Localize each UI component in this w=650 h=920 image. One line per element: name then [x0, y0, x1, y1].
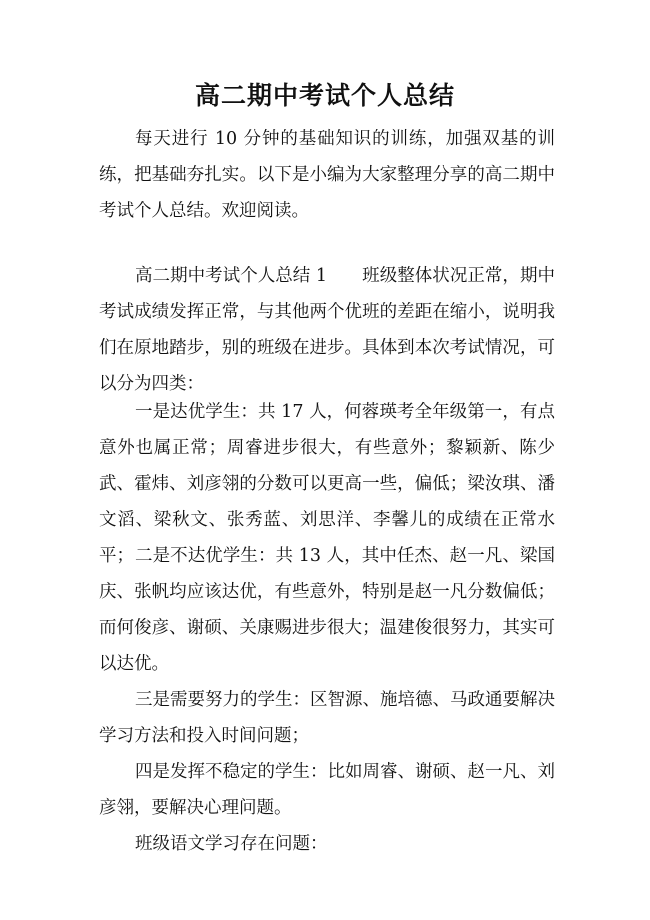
category-4-paragraph: 四是发挥不稳定的学生：比如周睿、谢硕、赵一凡、刘彦翎，要解决心理问题。	[99, 762, 555, 818]
page-title: 高二期中考试个人总结	[194, 81, 455, 110]
section-2-heading: 班级语文学习存在问题：	[135, 834, 328, 854]
category-2-paragraph: 二是不达优学生：共 13 人，其中任杰、赵一凡、梁国庆、张帆均应该达优，有些意外，特别是赵一凡分数偏低；而何俊彦、谢硕、关康赐进步很大；温建俊很努力，其实可以达优。	[99, 546, 555, 674]
section-1-paragraph: 高二期中考试个人总结 1 班级整体状况正常，期中考试成绩发挥正常，与其他两个优班的差距在缩小，说明我们在原地踏步，别的班级在进步。具体到本次考试情况，可以分为四类：	[99, 266, 555, 394]
category-3-paragraph: 三是需要努力的学生：区智源、施培德、马政通要解决学习方法和投入时间问题；	[99, 690, 555, 746]
category-1-paragraph: 一是达优学生：共 17 人，何蓉瑛考全年级第一，有点意外也属正常；周睿进步很大，有些意外；黎颖新、陈少武、霍炜、刘彦翎的分数可以更高一些，偏低；梁汝琪、潘文滔、梁秋文、张秀蓝、刘思洋、李馨儿的成绩在正常水平；	[99, 402, 555, 566]
intro-paragraph: 每天进行 10 分钟的基础知识的训练，加强双基的训练，把基础夯扎实。以下是小编为大家整理分享的高二期中考试个人总结。欢迎阅读。	[99, 129, 555, 221]
